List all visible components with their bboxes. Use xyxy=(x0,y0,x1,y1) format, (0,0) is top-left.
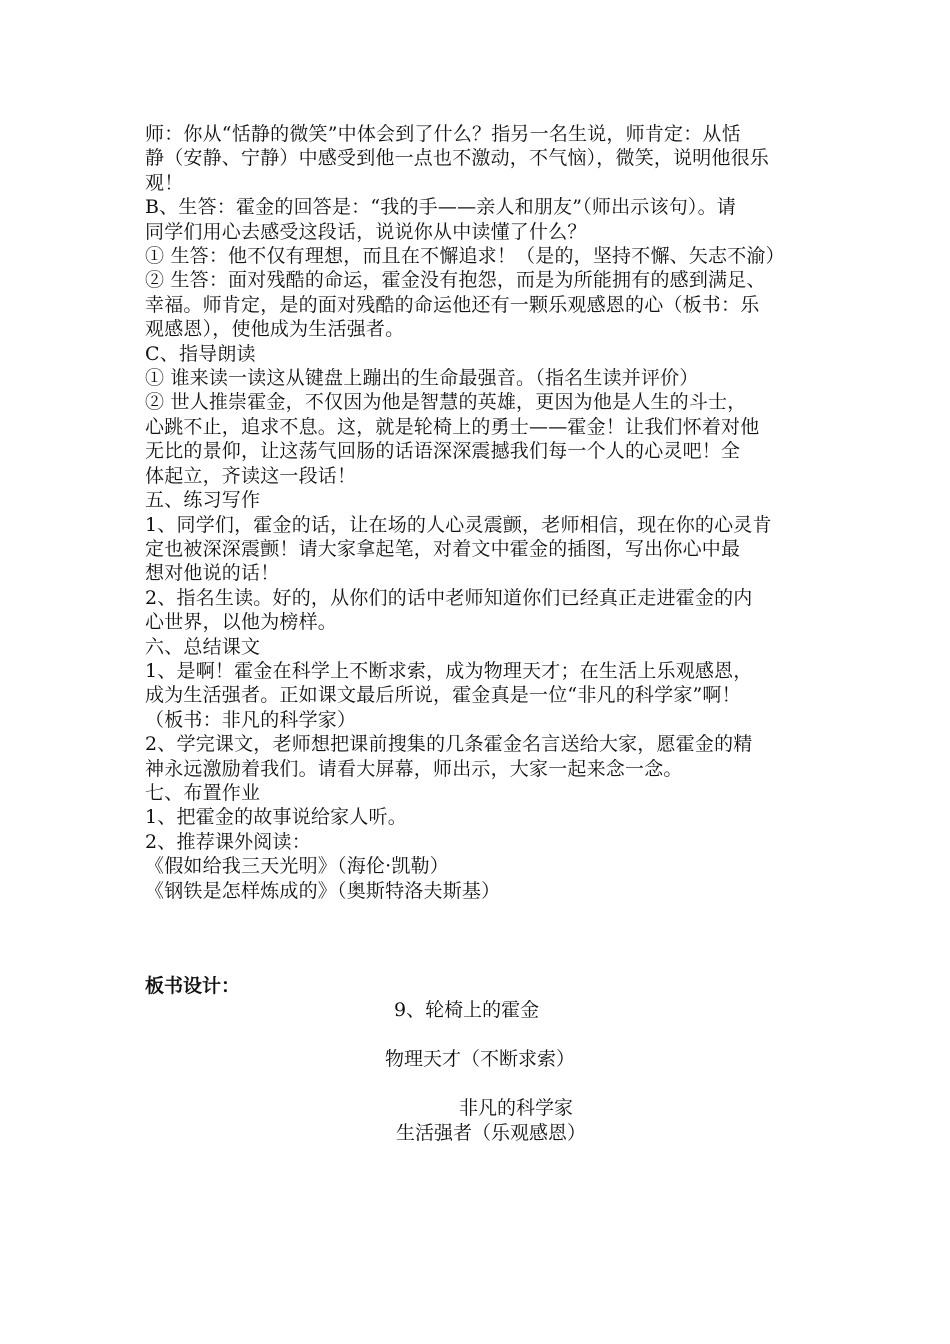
text-line: ① 谁来读一读这从键盘上蹦出的生命最强音。（指名生读并评价） xyxy=(145,367,699,390)
text-line: 神永远激励着我们。请看大屏幕，师出示，大家一起来念一念。 xyxy=(145,757,683,780)
text-line: 1、是啊！霍金在科学上不断求索，成为物理天才；在生活上乐观感恩， xyxy=(145,659,753,682)
text-line: 无比的景仰，让这荡气回肠的话语深深震撼我们每一个人的心灵吧！全 xyxy=(145,440,741,463)
text-line: 幸福。师肯定，是的面对残酷的命运他还有一颗乐观感恩的心（板书：乐 xyxy=(145,293,760,316)
book-title-line: 《假如给我三天光明》（海伦·凯勒） xyxy=(145,855,449,878)
text-line: 静（安静、宁静）中感受到他一点也不激动，不气恼），微笑，说明他很乐 xyxy=(145,147,770,170)
text-line: 2、推荐课外阅读： xyxy=(145,830,311,853)
board-design-heading: 板书设计： xyxy=(145,975,241,997)
text-line: 2、指名生读。好的，从你们的话中老师知道你们已经真正走进霍金的内 xyxy=(145,586,753,609)
text-line: 体起立，齐读这一段话！ xyxy=(145,464,357,487)
board-title: 9、轮椅上的霍金 xyxy=(394,999,540,1021)
text-line: ② 世人推崇霍金，不仅因为他是智慧的英雄，更因为他是人生的斗士， xyxy=(145,391,747,414)
section-heading: 七、布置作业 xyxy=(145,781,261,804)
text-line: 想对他说的话！ xyxy=(145,562,280,585)
text-line: （板书：非凡的科学家） xyxy=(145,708,357,731)
section-heading: 五、练习写作 xyxy=(145,489,261,512)
text-line: 成为生活强者。正如课文最后所说，霍金真是一位“非凡的科学家”啊！ xyxy=(145,684,741,707)
board-line-physics-genius: 物理天才（不断求索） xyxy=(385,1048,576,1070)
text-line: 定也被深深震颤！请大家拿起笔，对着文中霍金的插图，写出你心中最 xyxy=(145,537,741,560)
text-line: 心跳不止，追求不息。这，就是轮椅上的勇士——霍金！让我们怀着对他 xyxy=(145,415,760,438)
section-heading: 六、总结课文 xyxy=(145,635,261,658)
text-line: ② 生答：面对残酷的命运，霍金没有抱怨，而是为所能拥有的感到满足、 xyxy=(145,269,766,292)
text-line: 观感恩），使他成为生活强者。 xyxy=(145,318,405,341)
board-line-life-strong: 生活强者（乐观感恩） xyxy=(396,1122,587,1144)
board-line-extraordinary-scientist: 非凡的科学家 xyxy=(459,1097,574,1119)
text-line: B、生答：霍金的回答是：“我的手——亲人和朋友”（师出示该句）。请 xyxy=(145,196,736,219)
section-heading: C、指导朗读 xyxy=(145,342,256,365)
lesson-body-text xyxy=(145,122,815,903)
text-line: 1、同学们，霍金的话，让在场的人心灵震颤，老师相信，现在你的心灵肯 xyxy=(145,513,772,536)
text-line: 2、学完课文，老师想把课前搜集的几条霍金名言送给大家，愿霍金的精 xyxy=(145,733,753,756)
text-line: 师：你从“恬静的微笑”中体会到了什么？指另一名生说，师肯定：从恬 xyxy=(145,123,741,145)
book-title-line: 《钢铁是怎样炼成的》（奥斯特洛夫斯基） xyxy=(145,879,501,902)
text-line: 观！ xyxy=(145,171,184,194)
text-line: 1、把霍金的故事说给家人听。 xyxy=(145,806,407,829)
text-line: 同学们用心去感受这段话，说说你从中读懂了什么？ xyxy=(145,220,587,243)
text-line: 心世界，以他为榜样。 xyxy=(145,611,338,634)
text-line: ① 生答：他不仅有理想，而且在不懈追求！（是的，坚持不懈、矢志不渝） xyxy=(145,245,785,268)
